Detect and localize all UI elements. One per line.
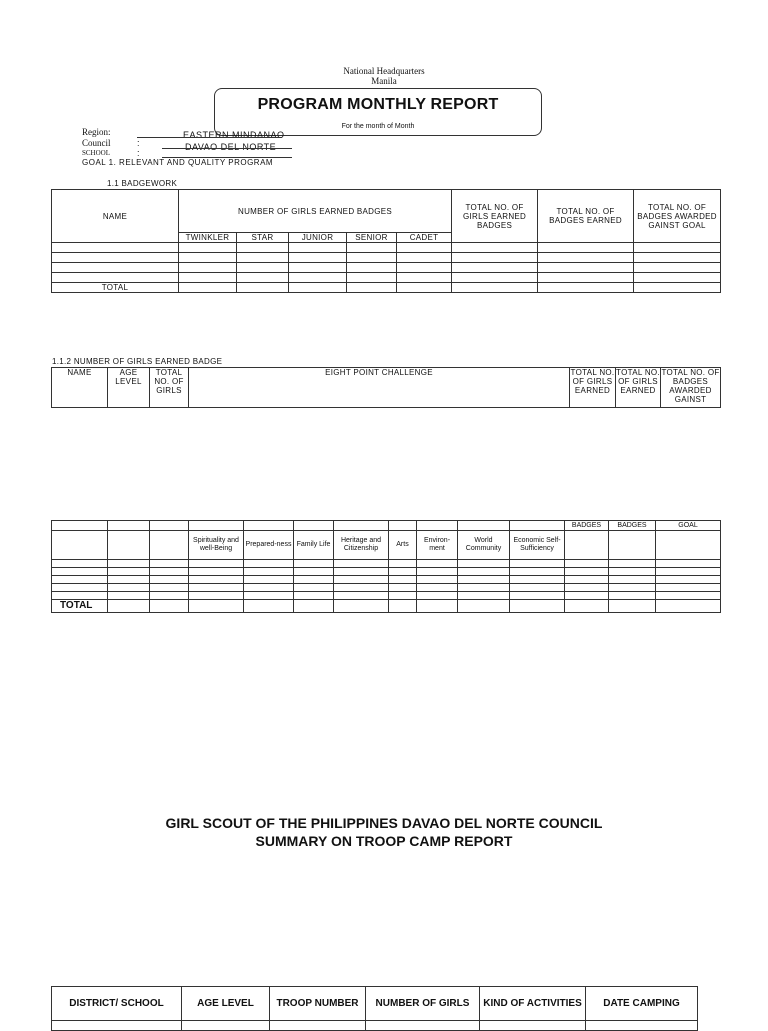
col-district-school: DISTRICT/ SCHOOL — [52, 987, 182, 1021]
challenge-heritage: Heritage and Citizenship — [334, 531, 389, 560]
camp-title-2: SUMMARY ON TROOP CAMP REPORT — [255, 833, 513, 849]
col-total-girls: TOTAL NO. OF GIRLS EARNED BADGES — [452, 190, 538, 243]
council-label: Council — [82, 138, 111, 148]
region-label: Region: — [82, 127, 111, 137]
table-row — [52, 592, 721, 600]
col-age-level: AGE LEVEL — [108, 368, 150, 408]
school-colon: : — [137, 148, 140, 158]
col-number-girls: NUMBER OF GIRLS — [366, 987, 480, 1021]
challenge-economic: Economic Self-Sufficiency — [510, 531, 565, 560]
table-row — [52, 263, 721, 273]
challenge-environment: Environ-ment — [417, 531, 458, 560]
col-name-2: NAME — [52, 368, 108, 408]
total-row — [52, 283, 721, 293]
top-badges-1: BADGES — [565, 521, 609, 531]
school-label: SCHOOL — [82, 149, 111, 157]
region-underline — [137, 137, 282, 138]
table-row — [52, 1021, 698, 1031]
challenge-preparedness: Prepared-ness — [244, 531, 294, 560]
council-value: DAVAO DEL NORTE — [185, 142, 277, 152]
challenge-header-table — [51, 367, 721, 408]
challenge-detail-table — [51, 520, 721, 613]
challenge-arts: Arts — [389, 531, 417, 560]
col-troop-number: TROOP NUMBER — [270, 987, 366, 1021]
table-row — [52, 253, 721, 263]
level-star: STAR — [237, 233, 289, 243]
badgework-heading: 1.1 BADGEWORK — [107, 179, 178, 188]
total-label-2: TOTAL — [52, 600, 108, 613]
level-twinkler: TWINKLER — [179, 233, 237, 243]
table-row — [52, 576, 721, 584]
col-badges-awarded: TOTAL NO. OF BADGES AWARDED GAINST — [661, 368, 721, 408]
col-total-earned-b: TOTAL NO. OF GIRLS EARNED — [616, 368, 661, 408]
table-row — [52, 560, 721, 568]
table-row — [52, 584, 721, 592]
section-112-heading: 1.1.2 NUMBER OF GIRLS EARNED BADGE — [52, 357, 223, 366]
badgework-table — [51, 189, 721, 293]
top-goal: GOAL — [656, 521, 721, 531]
col-total-girls-2: TOTAL NO. OF GIRLS — [150, 368, 189, 408]
col-number-badges: NUMBER OF GIRLS EARNED BADGES — [179, 190, 452, 233]
col-total-earned-a: TOTAL NO. OF GIRLS EARNED — [570, 368, 616, 408]
challenge-spirituality: Spirituality and well-Being — [189, 531, 244, 560]
col-kind-activities: KIND OF ACTIVITIES — [480, 987, 586, 1021]
region-value: EASTERN MINDANAO — [183, 130, 285, 140]
challenge-world-community: World Community — [458, 531, 510, 560]
hq-line-2: Manila — [371, 76, 397, 86]
col-age-level-camp: AGE LEVEL — [182, 987, 270, 1021]
level-senior: SENIOR — [347, 233, 397, 243]
col-date-camping: DATE CAMPING — [586, 987, 698, 1021]
col-awarded: TOTAL NO. OF BADGES AWARDED GAINST GOAL — [634, 190, 721, 243]
top-badges-2: BADGES — [609, 521, 656, 531]
hq-line-1: National Headquarters — [343, 66, 425, 76]
page-title: PROGRAM MONTHLY REPORT — [257, 96, 499, 113]
level-cadet: CADET — [397, 233, 452, 243]
camp-table — [51, 986, 698, 1031]
total-label: TOTAL — [52, 283, 179, 293]
council-colon: : — [137, 138, 140, 148]
council-underline — [162, 148, 292, 149]
table-row — [52, 568, 721, 576]
camp-title-1: GIRL SCOUT OF THE PHILIPPINES DAVAO DEL NORTE COUNCIL — [165, 815, 603, 831]
col-total-badges: TOTAL NO. OF BADGES EARNED — [538, 190, 634, 243]
col-name: NAME — [52, 190, 179, 243]
level-junior: JUNIOR — [289, 233, 347, 243]
col-eight-point: EIGHT POINT CHALLENGE — [189, 368, 570, 408]
table-row — [52, 243, 721, 253]
goal-heading: GOAL 1. RELEVANT AND QUALITY PROGRAM — [82, 158, 274, 167]
challenge-family-life: Family Life — [294, 531, 334, 560]
table-row — [52, 273, 721, 283]
page-subtitle: For the month of Month — [341, 123, 415, 130]
total-row — [52, 600, 721, 613]
